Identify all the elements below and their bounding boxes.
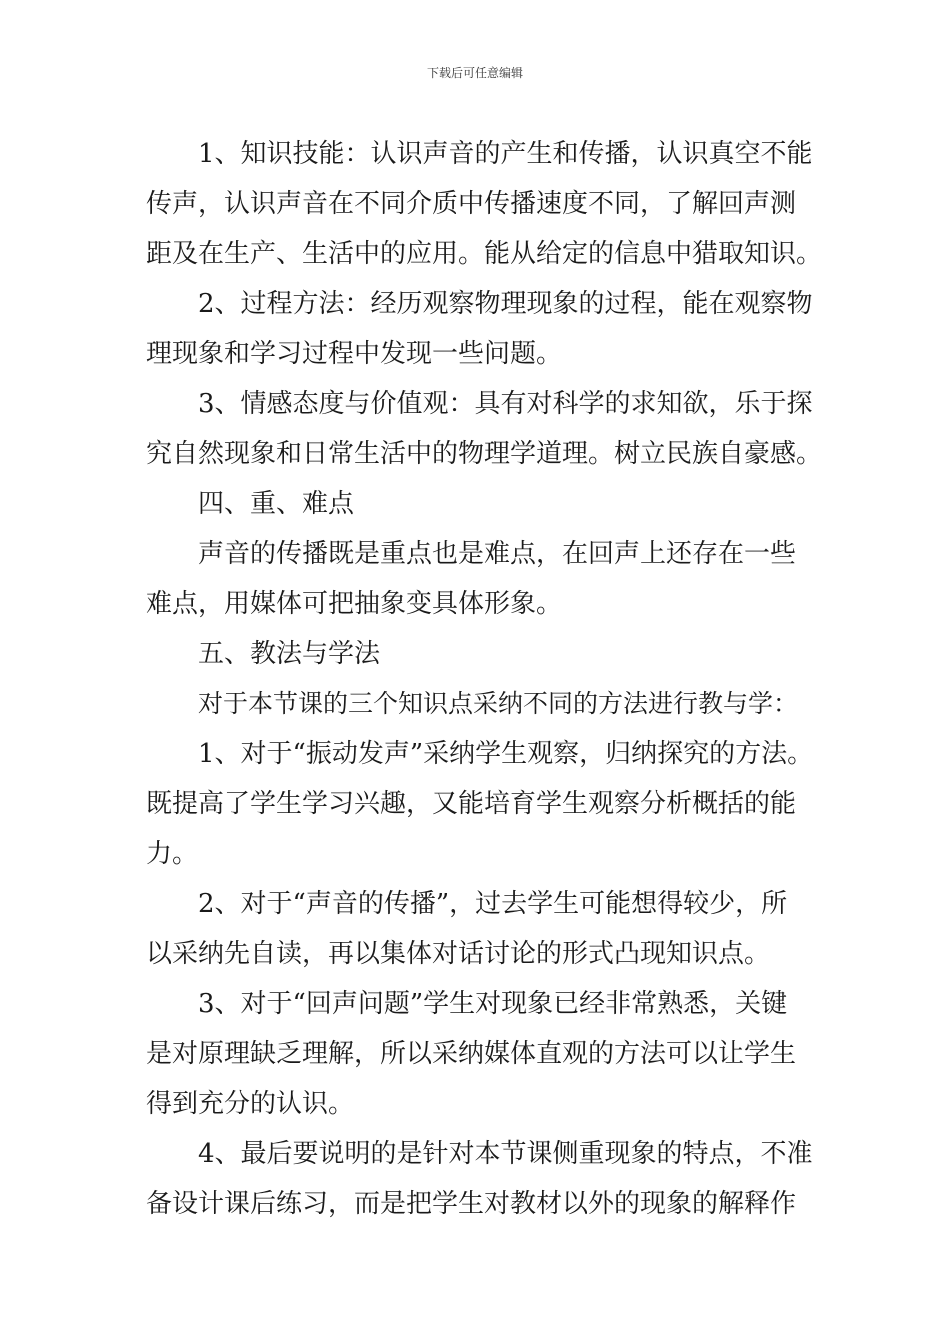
text-line-13: 1、对于“振动发声”采纳学生观察，归纳探究的方法。 bbox=[198, 739, 814, 769]
document-body bbox=[146, 129, 823, 1229]
text-line-4: 2、过程方法：经历观察物理现象的过程，能在观察物 bbox=[198, 289, 813, 319]
section-heading-key-points: 四、重、难点 bbox=[198, 489, 355, 519]
text-line-3: 距及在生产、生活中的应用。能从给定的信息中猎取知识。 bbox=[146, 239, 823, 269]
text-line-5: 理现象和学习过程中发现一些问题。 bbox=[146, 339, 563, 369]
text-line-16: 2、对于“声音的传播”，过去学生可能想得较少，所 bbox=[198, 889, 788, 919]
text-line-22: 备设计课后练习，而是把学生对教材以外的现象的解释作 bbox=[146, 1189, 797, 1219]
text-line-2: 传声，认识声音在不同介质中传播速度不同，了解回声测 bbox=[146, 189, 797, 219]
text-line-15: 力。 bbox=[146, 839, 199, 869]
section-heading-methods: 五、教法与学法 bbox=[198, 639, 381, 669]
text-line-18: 3、对于“回声问题”学生对现象已经非常熟悉，关键 bbox=[198, 989, 788, 1019]
text-line-17: 以采纳先自读，再以集体对话讨论的形式凸现知识点。 bbox=[146, 939, 771, 969]
text-line-6: 3、情感态度与价值观：具有对科学的求知欲，乐于探 bbox=[198, 389, 813, 419]
text-line-12: 对于本节课的三个知识点采纳不同的方法进行教与学： bbox=[198, 689, 799, 718]
page-header: 下载后可任意编辑 bbox=[426, 66, 523, 80]
text-line-19: 是对原理缺乏理解，所以采纳媒体直观的方法可以让学生 bbox=[146, 1039, 797, 1069]
text-line-9: 声音的传播既是重点也是难点，在回声上还存在一些 bbox=[198, 539, 797, 569]
text-line-7: 究自然现象和日常生活中的物理学道理。树立民族自豪感。 bbox=[146, 439, 823, 469]
text-line-1: 1、知识技能：认识声音的产生和传播，认识真空不能 bbox=[198, 139, 813, 169]
text-line-10: 难点，用媒体可把抽象变具体形象。 bbox=[146, 589, 563, 619]
text-line-20: 得到充分的认识。 bbox=[146, 1089, 355, 1119]
text-line-21: 4、最后要说明的是针对本节课侧重现象的特点，不准 bbox=[198, 1139, 813, 1169]
text-line-14: 既提高了学生学习兴趣，又能培育学生观察分析概括的能 bbox=[146, 789, 797, 819]
